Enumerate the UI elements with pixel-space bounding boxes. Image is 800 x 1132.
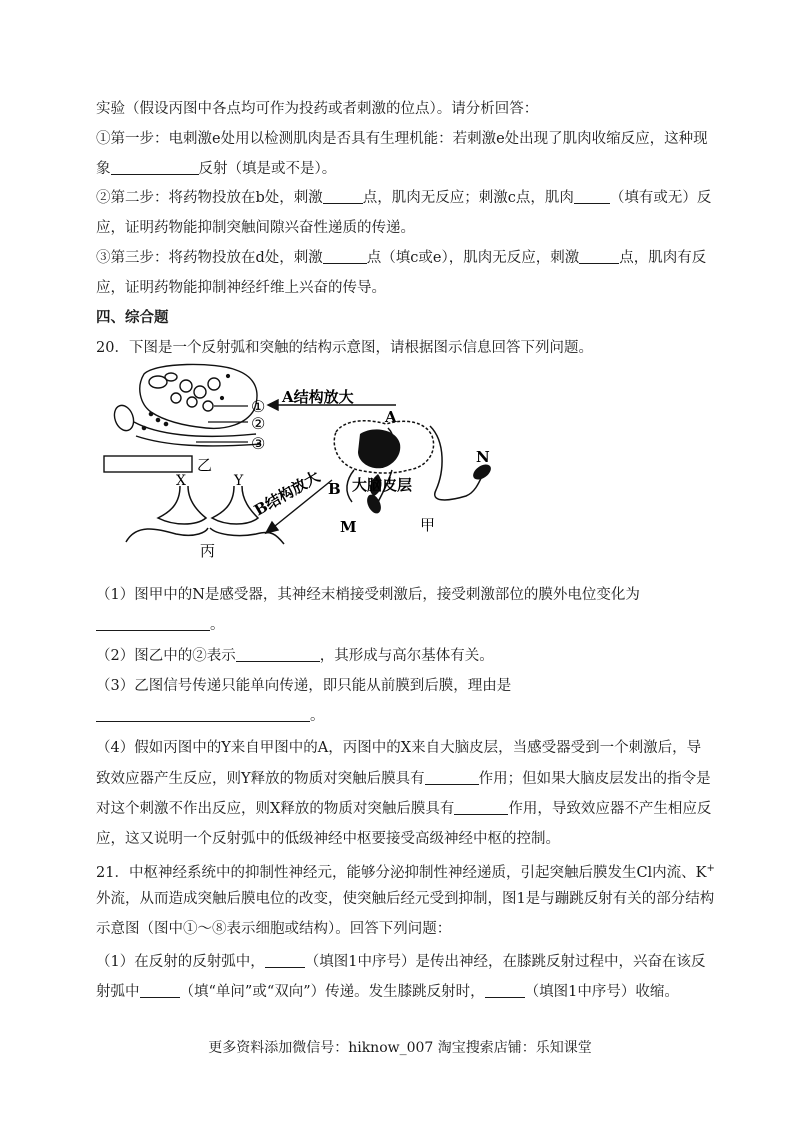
section-heading: 四、综合题 xyxy=(96,309,169,326)
answer-blank[interactable] xyxy=(140,983,180,998)
answer-blank[interactable] xyxy=(425,770,479,785)
answer-blank[interactable] xyxy=(574,189,610,204)
text-line: （1）图甲中的N是感受器，其神经末梢接受刺激后，接受刺激部位的膜外电位变化为 xyxy=(96,587,640,603)
answer-blank[interactable] xyxy=(111,160,199,175)
text-line: 对这个刺激不作出反应，则X释放的物质对突触后膜具有 作用，导致效应器不产生相应反 xyxy=(96,801,712,817)
b-zoom-label: B结构放大 xyxy=(251,467,323,520)
text-line: 外流，从而造成突触后膜电位的改变，使突触后经元受到抑制，图1是与蹦跳反射有关的部分结构 xyxy=(96,891,715,907)
text-line: ③第三步：将药物投放在d处，刺激 点（填c或e），肌肉无反应，刺激 点，肌肉有反 xyxy=(96,250,707,266)
answer-blank[interactable] xyxy=(96,616,210,631)
text-line: （2）图乙中的②表示 ，其形成与高尔基体有关。 xyxy=(96,648,494,664)
question-stem: 21．中枢神经系统中的抑制性神经元，能够分泌抑制性神经递质，引起突触后膜发生Cl内流、K+ xyxy=(96,863,715,881)
a-zoom-label: A结构放大 xyxy=(282,388,354,406)
point-n-label: N xyxy=(476,448,490,466)
point-b-label: B xyxy=(328,480,341,498)
answer-blank[interactable] xyxy=(323,249,367,264)
cortex-label: 大脑皮层 xyxy=(352,476,413,494)
answer-blank[interactable] xyxy=(265,953,305,968)
text-line: 。 xyxy=(96,615,716,635)
text-line: （1）在反射的反射弧中， （填图1中序号）是传出神经，在膝跳反射过程中，兴奋在该反 xyxy=(96,954,706,970)
text-line: 实验（假设丙图中各点均可作为投药或者刺激的位点）。请分析回答： xyxy=(96,101,539,117)
answer-blank[interactable] xyxy=(323,189,363,204)
text-line: 象 反射（填是或不是）。 xyxy=(96,161,337,177)
text-line: 致效应器产生反应，则Y释放的物质对突触后膜具有 作用；但如果大脑皮层发出的指令是 xyxy=(96,771,711,787)
reflex-arc-synapse-diagram xyxy=(96,362,526,562)
text-line: ②第二步：将药物投放在b处，刺激 点，肌肉无反应；刺激c点，肌肉 （填有或无）反 xyxy=(96,190,712,206)
answer-blank[interactable] xyxy=(579,249,619,264)
answer-box-yi xyxy=(104,456,192,472)
point-a-label: A xyxy=(385,408,397,426)
figure-label-jia: 甲 xyxy=(420,516,436,534)
figure-label-yi: 乙 xyxy=(197,456,213,474)
text-line: （4）假如丙图中的Y来自甲图中的A，丙图中的X来自大脑皮层，当感受器受到一个刺激后，导 xyxy=(96,740,702,756)
text-line: 应，证明药物能抑制神经纤维上兴奋的传导。 xyxy=(96,280,386,296)
text-line: 。 xyxy=(96,706,716,726)
point-y-label: Y xyxy=(234,473,244,489)
gray-matter xyxy=(358,429,400,468)
structure-label-3: ③ xyxy=(251,434,266,453)
figure-label-bing: 丙 xyxy=(200,542,216,560)
page-footer: 更多资料添加微信号：hiknow_007 淘宝搜索店铺：乐知课堂 xyxy=(208,1040,592,1056)
structure-label-2: ② xyxy=(251,414,266,433)
point-m-label: M xyxy=(340,518,357,536)
structure-label-1: ① xyxy=(251,397,266,416)
text-line: 应，证明药物能抑制突触间隙兴奋性递质的传递。 xyxy=(96,220,415,236)
answer-blank[interactable] xyxy=(236,647,320,662)
synapse-enlargement-yi xyxy=(111,364,261,446)
text-line: 应，这又说明一个反射弧中的低级神经中枢要接受高级神经中枢的控制。 xyxy=(96,831,560,847)
text-line: 射弧中 （填“单问”或“双向”）传递。发生膝跳反射时， （填图1中序号）收缩。 xyxy=(96,984,679,1000)
text-line: ①第一步：电刺激e处用以检测肌肉是否具有生理机能：若刺激e处出现了肌肉收缩反应，这种现 xyxy=(96,131,708,147)
answer-blank[interactable] xyxy=(485,983,525,998)
text-line: （3）乙图信号传递只能单向传递，即只能从前膜到后膜，理由是 xyxy=(96,678,512,694)
answer-blank[interactable] xyxy=(454,800,508,815)
question-stem: 20．下图是一个反射弧和突触的结构示意图，请根据图示信息回答下列问题。 xyxy=(96,340,593,356)
answer-blank[interactable] xyxy=(96,707,310,722)
point-x-label: X xyxy=(176,473,186,489)
text-line: 示意图（图中①～⑧表示细胞或结构）。回答下列问题： xyxy=(96,921,452,937)
